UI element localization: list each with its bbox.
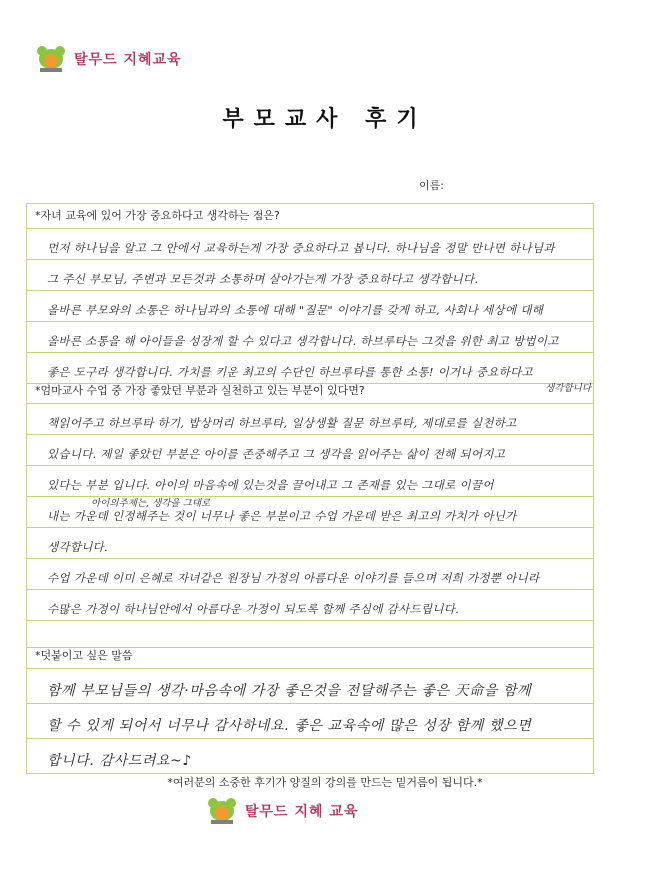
brand-logo-top	[34, 44, 182, 74]
answer-line	[27, 528, 593, 559]
question-2: *엄마교사 수업 중 가장 좋았던 부분과 실천하고 있는 부분이 있다면?	[27, 379, 593, 404]
answer-line	[27, 669, 593, 704]
section-additional-comments	[27, 644, 593, 773]
handwritten-note: 아이의주제는, 생각을 그대로	[91, 498, 211, 509]
handwritten-text: 수많은 가정이 하나님안에서 아름다운 가정이 되도록 함께 주심에 감사드립니다.	[47, 602, 460, 616]
section-education-priority	[27, 204, 593, 384]
handwritten-text: 생각합니다.	[47, 540, 108, 554]
handwritten-text: 할 수 있게 되어서 너무나 감사하네요. 좋은 교육속에 많은 성장 함께 했으면	[47, 718, 532, 734]
answer-line	[27, 322, 593, 353]
answer-line	[27, 497, 593, 528]
handwritten-text: 있습니다. 제일 좋았던 부분은 아이를 존중해주고 그 생각을 읽어주는 삶이 전해 되어지고	[47, 447, 506, 461]
handwritten-note: 생각합니다	[545, 383, 591, 394]
handwritten-text: 있다는 부분 입니다. 아이의 마음속에 있는것을 끌어내고 그 존재를 있는 그대로 이끌어	[47, 478, 494, 492]
question-3: *덧붙이고 싶은 말씀	[27, 644, 593, 669]
answer-line	[27, 260, 593, 291]
handwritten-text: 수업 가운데 이미 은혜로 자녀같은 원장님 가정의 아름다운 이야기를 들으며 저희 가정뿐 아니라	[47, 571, 540, 585]
handwritten-text: 함께 부모님들의 생각·마음속에 가장 좋은것을 전달해주는 좋은 天命을 함께	[47, 683, 532, 699]
answer-line	[27, 291, 593, 322]
handwritten-text: 내는 가운데 인정해주는 것이 너무나 좋은 부분이고 수업 가운데 받은 최고의 가치가 아닌가	[47, 509, 517, 523]
handwritten-text: 올바른 소통을 해 아이들을 성장게 할 수 있다고 생각합니다. 하브루타는 그것을 위한 최고 방법이고	[47, 334, 559, 348]
review-form	[26, 203, 594, 774]
bear-logo-icon	[34, 44, 68, 74]
handwritten-text: 좋은 도구라 생각합니다. 가치를 키운 최고의 수단인 하브루타를 통한 소통! 이거나 중요하다고	[47, 365, 533, 379]
answer-line	[27, 704, 593, 739]
answer-line	[27, 435, 593, 466]
answer-line	[27, 559, 593, 590]
brand-name: 탈무드 지혜 교육	[245, 804, 359, 820]
answer-line	[27, 739, 593, 773]
bear-logo-icon	[205, 796, 239, 826]
footer-message: *여러분의 소중한 후기가 양질의 강의를 만드는 밑거름이 됩니다.*	[167, 776, 483, 789]
name-field-label: 이름:	[419, 179, 444, 192]
handwritten-text: 그 주신 부모님, 주변과 모든것과 소통하며 살아가는게 가장 중요하다고 생각합니다.	[47, 272, 479, 286]
handwritten-text: 먼저 하나님을 알고 그 안에서 교육하는게 가장 중요하다고 봅니다. 하나님을 정말 만나면 하나님과	[47, 241, 555, 255]
handwritten-text: 합니다. 감사드려요~♪	[47, 753, 192, 769]
brand-logo-bottom	[205, 796, 358, 826]
section-best-part	[27, 379, 593, 648]
answer-line	[27, 229, 593, 260]
question-1: *자녀 교육에 있어 가장 중요하다고 생각하는 점은?	[27, 204, 593, 229]
handwritten-text: 책읽어주고 하브루타 하기, 밥상머리 하브루타, 일상생활 질문 하브루타, 제대로를 실천하고	[47, 416, 517, 430]
brand-name: 탈무드 지혜교육	[74, 52, 182, 68]
answer-line	[27, 590, 593, 621]
handwritten-text: 올바른 부모와의 소통은 하나님과의 소통에 대해 "질문" 이야기를 갖게 하고, 사회나 세상에 대해	[47, 303, 544, 317]
answer-line	[27, 404, 593, 435]
answer-line	[27, 466, 593, 497]
page-title: 부모교사 후기	[222, 107, 428, 132]
